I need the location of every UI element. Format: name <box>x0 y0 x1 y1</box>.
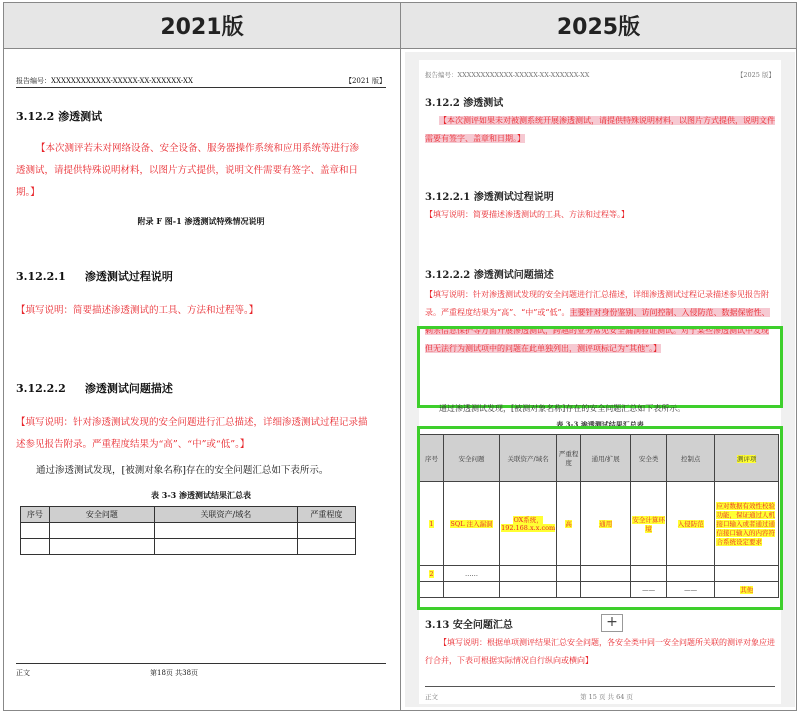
version-tag: 【2021 版】 <box>344 77 386 85</box>
body-text: 通过渗透测试发现，[被测对象名称]存在的安全问题汇总如下表所示。 <box>439 404 686 413</box>
column-divider <box>400 2 401 711</box>
instruction-note: 【填写说明：简要描述渗透测试的工具、方法和过程等。】 <box>425 210 629 219</box>
header-rule <box>16 87 386 88</box>
subsection-heading: 3.12.2.1 渗透测试过程说明 <box>16 270 173 283</box>
page-footer: 正文 第 15 页 共 64 页 <box>425 693 633 701</box>
table-caption: 表 3-3 渗透测试结果汇总表 <box>556 420 644 429</box>
table-row <box>21 539 356 555</box>
page-2025-viewer <box>405 52 795 707</box>
header-2021: 2021版 <box>4 3 400 49</box>
instruction-note: 【本次测评若未对网络设备、安全设备、服务器操作系统和应用系统等进行渗透测试，请提供特殊说明材料，以图片方式提供，说明文件需要有签字、盖章和日期。】 <box>16 143 360 198</box>
change-highlight-box <box>417 426 783 610</box>
report-number: 报告编号：XXXXXXXXXXXX-XXXXX-XX-XXXXXX-XX <box>16 77 194 85</box>
footer-rule <box>425 686 775 687</box>
subsection-heading: 3.12.2.1 渗透测试过程说明 <box>425 192 554 203</box>
table-row <box>21 523 356 539</box>
instruction-note: 【填写说明：针对渗透测试发现的安全问题进行汇总描述，详细渗透测试过程记录描述参见报告附录。严重程度结果为“高”、“中”或“低”。主要针对身份鉴别、访问控制、入侵防范、数据保密性、剩余信息保护等方面开展渗透测试，跨越的业务常见安全漏洞验证测试。对于某些渗透测试中发现但无法行为测试项中的问题在此单独列出，测评项标记为“其他”。】 <box>425 290 770 353</box>
change-highlight-box <box>417 326 783 408</box>
table-header-row: 序号 安全问题 关联资产/域名 严重程度 通用/扩展 安全类 控制点 测评项 <box>420 435 779 482</box>
subsection-heading: 3.12.2.2 渗透测试问题描述 <box>425 270 554 281</box>
table-row: 2 …… <box>420 566 779 582</box>
body-text: 通过渗透测试发现，[被测对象名称]存在的安全问题汇总如下表所示。 <box>36 465 329 476</box>
footer-rule <box>16 663 386 664</box>
instruction-note: 【本次测评如果未对被测系统开展渗透测试，请提供特殊说明材料，以图片方式提供，说明文件需要有签字、盖章和日期。】 <box>425 116 775 143</box>
instruction-note: 【填写说明：简要描述渗透测试的工具、方法和过程等。】 <box>16 305 259 316</box>
table-row: 1 SQL 注入漏洞 OX系统，192.168.x.x.com 高 通用 安全计算环境 入侵防范 应对数据有效性校验功能，保证通过人机接口输入或者通过通信接口输入的内容符合系统设定要求 <box>420 482 779 566</box>
page-2025 <box>419 60 781 704</box>
appendix-caption: 附录 F 图-1 渗透测试特殊情况说明 <box>137 216 265 226</box>
table-row: —— —— 其他 <box>420 582 779 598</box>
results-table <box>20 506 356 555</box>
section-heading: 3.12.2 渗透测试 <box>16 110 103 123</box>
table-header-row: 序号 安全问题 关联资产/域名 严重程度 <box>21 507 356 523</box>
add-row-button[interactable]: + <box>601 614 623 632</box>
page-meta <box>16 76 386 86</box>
header-2025: 2025版 <box>401 3 796 49</box>
instruction-note: 【填写说明：针对渗透测试发现的安全问题进行汇总描述，详细渗透测试过程记录描述参见报告附录。严重程度结果为“高”、“中”或“低”。】 <box>16 417 368 450</box>
version-tag: 【2025 版】 <box>736 71 775 79</box>
page-meta <box>425 70 775 79</box>
page-2021 <box>16 60 386 700</box>
instruction-note: 【填写说明：根据单项测评结果汇总安全问题，各安全类中同一安全问题所关联的测评对象应进行合并，下表可根据实际情况自行纵向或横向】 <box>425 638 775 665</box>
table-caption: 表 3-3 渗透测试结果汇总表 <box>150 490 252 500</box>
section-heading: 3.13 安全问题汇总 <box>425 620 513 631</box>
report-number: 报告编号：XXXXXXXXXXXX-XXXXX-XX-XXXXXX-XX <box>425 71 590 79</box>
section-heading: 3.12.2 渗透测试 <box>425 98 504 109</box>
page-footer: 正文 第18页 共38页 <box>16 669 199 677</box>
subsection-heading: 3.12.2.2 渗透测试问题描述 <box>16 382 173 395</box>
